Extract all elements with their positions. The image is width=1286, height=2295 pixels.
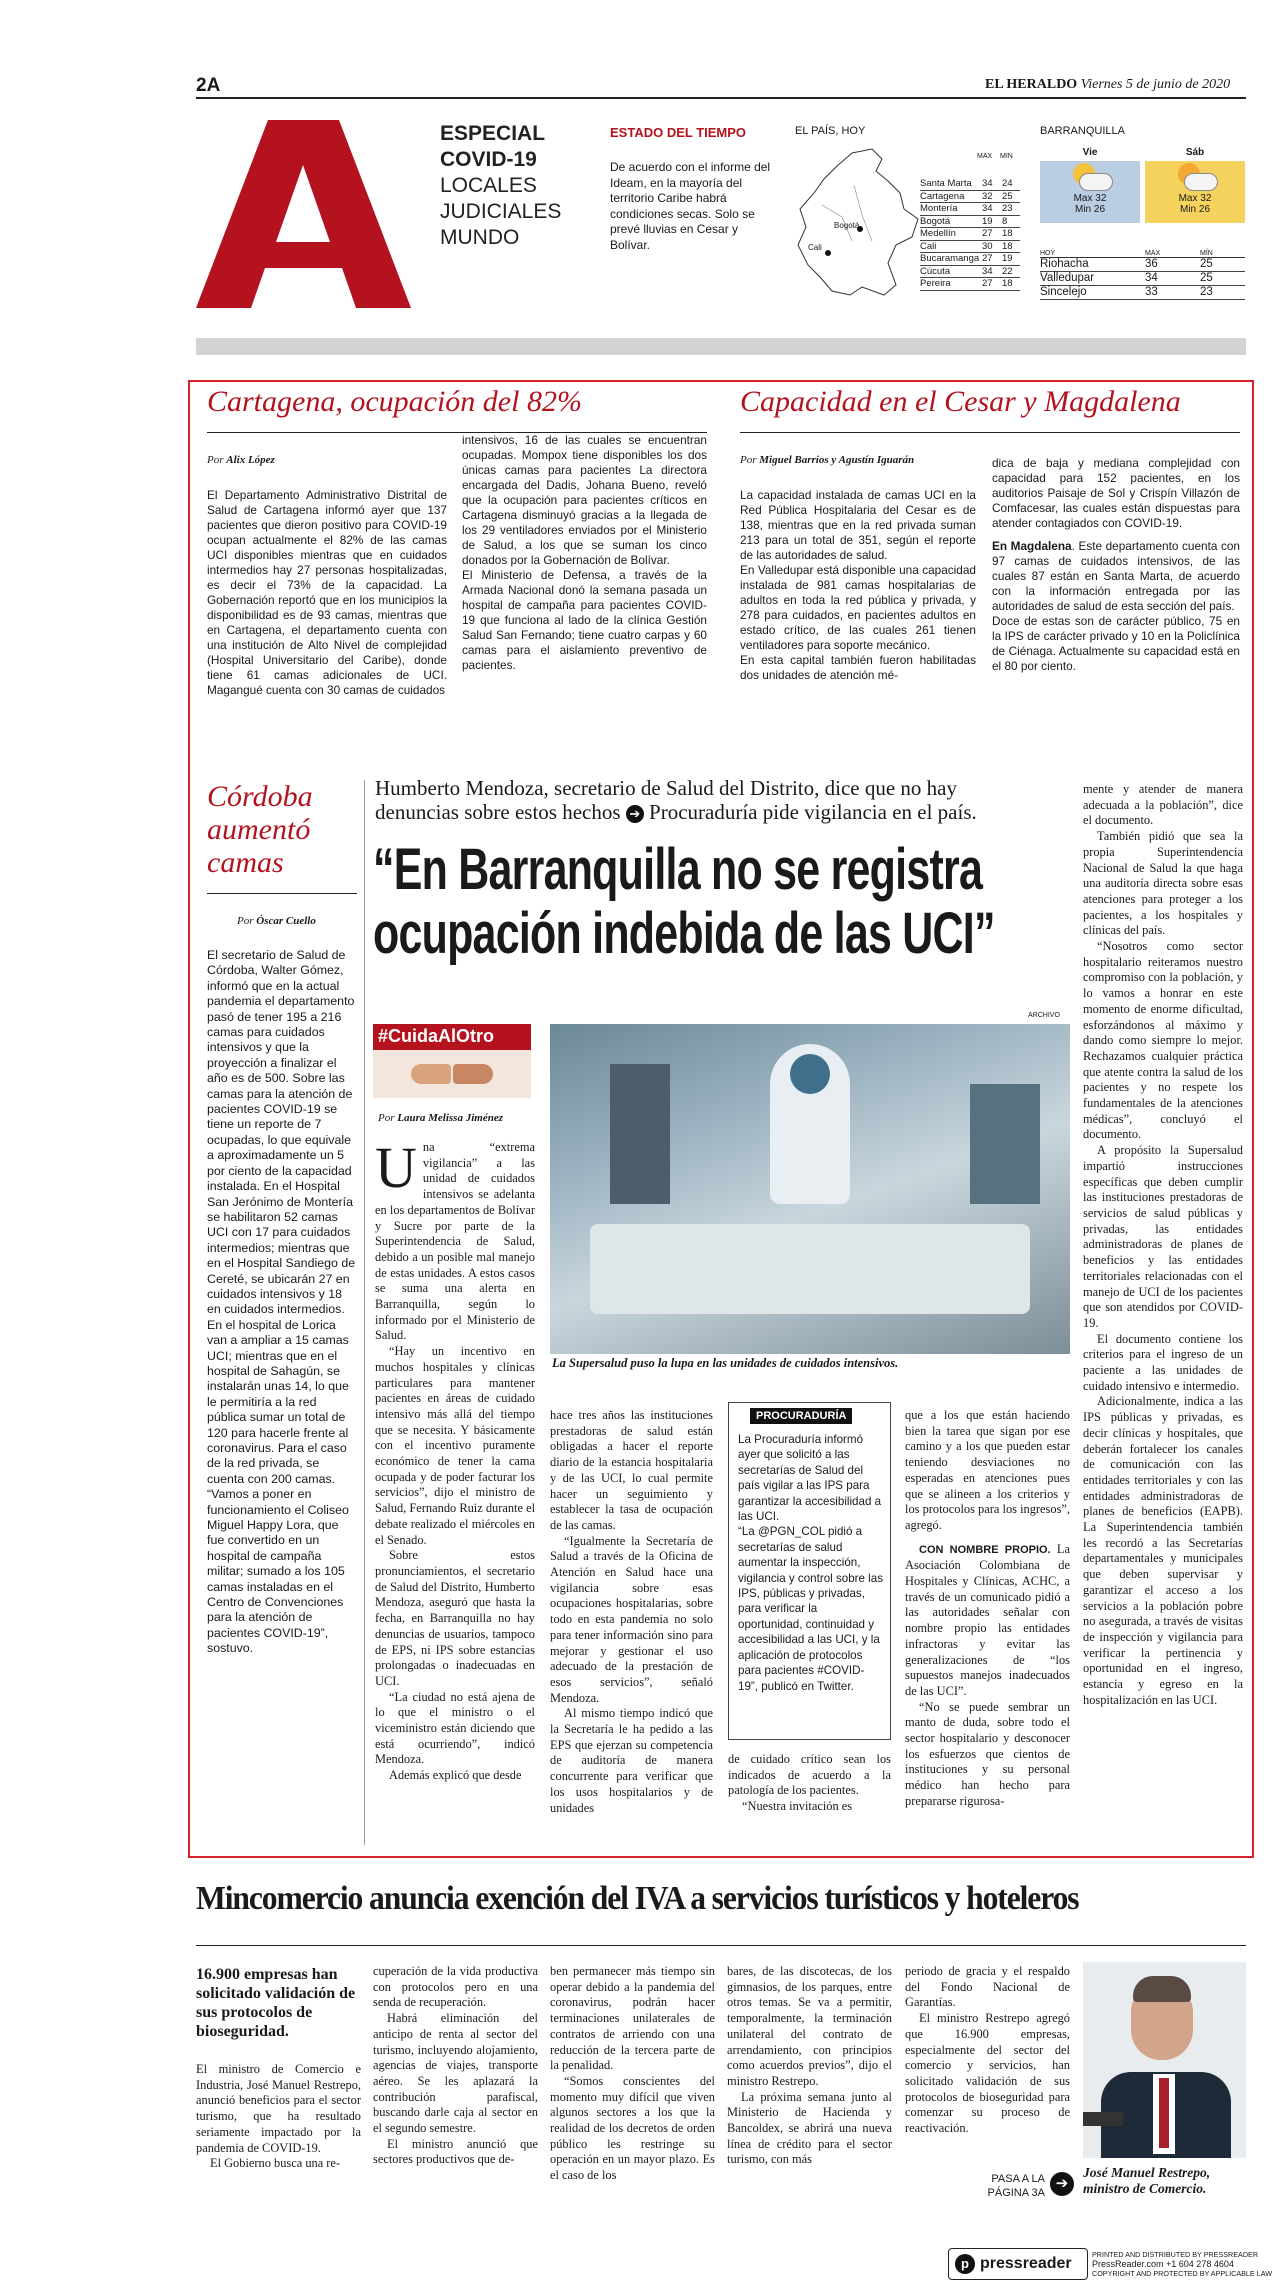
cordoba-para: “Vamos a poner en funcionamiento el Coliseo Miguel Happy Lora, que fue convertido en un hospital de campaña militar; sumado a los 105 camas instaladas en el Centro de Convenciones para la atención de pacientes COVID-19”, sostuvo. (207, 1487, 349, 1656)
main-para: hace tres años las instituciones prestadoras de salud están obligadas a hacer el reporte diario de la estancia hospitalaria y de las UCI, lo cual permite hacer un seguimiento y establecer la tasa de ocupación de las camas. (550, 1408, 713, 1532)
mincomercio-headline: Mincomercio anuncia exención del IVA a servicios turísticos y hoteleros (196, 1880, 1079, 1917)
cesar-para: Doce de estas son de carácter público, 75 en la IPS de carácter privado y 10 en la Policlínica de Ciénaga. Actualmente su capacidad está en el 80 por ciento. (992, 614, 1240, 673)
weather-city-min: 8 (1002, 215, 1008, 227)
map-label-cali: Cali (808, 243, 822, 252)
headline-line-2: ocupación indebida de las UCI” (373, 901, 995, 966)
byline-name: Miguel Barrios y Agustín Iguarán (759, 454, 915, 466)
local-hdr-hoy: HOY (1040, 250, 1056, 257)
jump-line-1: PASA A LA (991, 2173, 1045, 2185)
hashtag-banner (373, 1024, 531, 1098)
cartagena-para: intensivos, 16 de las cuales se encuentran ocupadas. Mompox tiene disponibles los dos únicas camas para pacientes La directora encargada del Dadis, Johana Bueno, reveló que la ocupación para pacientes críticos en Cartagena disminuyó gracias a la llegada de los 29 ventiladores enviados por el Ministerio de Salud, a los que se suman los cinco donados por la Gobernación de Bolívar. (462, 433, 707, 567)
weather-day-vie-label: Vie (1040, 147, 1140, 161)
local-hdr-max: MAX (1145, 250, 1161, 257)
main-para-lead (375, 1135, 535, 1344)
header-rule (196, 97, 1246, 99)
weather-city-max: 27 (982, 278, 993, 289)
main-para: na “extrema vigilancia” a las unidad de cuidados intensivos se adelanta en los departamentos de Bolívar y Sucre por parte de la Superintendencia de Salud, debido a un posible mal manejo de estas unidades. A estos casos se suma una alerta en Barranquilla, según lo informado por el Ministerio de Salud. (375, 1140, 535, 1343)
weather-day-sab (1145, 147, 1245, 223)
section-letter-logo (196, 120, 411, 308)
weather-city-row (920, 266, 1020, 279)
kicker-text: Procuraduría pide vigilancia en el país. (649, 800, 977, 824)
pressreader-credit (1092, 2250, 1272, 2279)
procuraduria-body (738, 1432, 883, 1694)
weather-city-row (920, 178, 1020, 191)
cartagena-title: Cartagena, ocupación del 82% (207, 385, 582, 418)
drop-cap: U (375, 1135, 417, 1200)
credit-line-3: COPYRIGHT AND PROTECTED BY APPLICABLE LAW (1092, 2269, 1273, 2278)
min-para: Habrá eliminación del anticipo de renta al sector del turismo, incluyendo alojamiento, agencias de viajes, transporte aéreo. Se les aplazará la contribución parafiscal, buscando darle caja al sector en el segundo semestre. (373, 2011, 538, 2136)
subhead-label: CON NOMBRE PROPIO. (919, 1543, 1051, 1556)
weather-city-name: Montería (920, 203, 958, 214)
weather-city-min: 22 (1002, 265, 1013, 277)
min-para: “Somos conscientes del momento muy difícil que viven algunos sectores a los que la realidad de los decretos de orden público les restringe su operación en un mayor plazo. Es el caso de los (550, 2073, 715, 2183)
main-para: La Asociación Colombiana de Hospitales y Clínicas, ACHC, a través de un comunicado pidió a las autoridades señalar con nombre propio las entidades infractoras y evitar las generalizaciones de “los supuestos manejos inadecuados de las UCI”. (905, 1541, 1070, 1698)
kicker-line-1: Humberto Mendoza, secretario de Salud del Distrito, dice que no hay (375, 776, 957, 800)
box-para: La Procuraduría informó ayer que solicitó a las secretarías de Salud del país vigilar a las IPS para garantizar la accesibilidad a las UCI. (738, 1433, 882, 1524)
min-para: El Gobierno busca una re- (210, 2156, 341, 2171)
min-para: bares, de las discotecas, de los gimnasios, de los parques, entre otros temas. Se va a permitir, temporalmente, la terminación unilateral del contrato de arrendamiento, con principios como acuerdos previos”, dijo el ministro Restrepo. (727, 1964, 892, 2088)
mincomercio-col-5 (905, 1964, 1070, 2137)
cartagena-para: El Departamento Administrativo Distrital de Salud de Cartagena informó ayer que 137 pacientes que dieron positivo para COVID-19 ocupan actualmente el 82% de las camas UCI disponibles mientras que en cuidados intermedios hay 27 personas hospitalizadas, es decir el 73% de la capacidad. La Gobernación reportó que en los municipios la disponibilidad es de 93 camas, mientras que en Cartagena, el departamento cuenta con una institución de Alto Nivel de complejidad (Hospital Universitario del Caribe), donde tiene 61 camas adicionales de UCI. Magangué cuenta con 30 camas de cuidados (207, 488, 447, 697)
header-masthead (985, 77, 1230, 93)
weather-col-min: MIN (1000, 153, 1013, 160)
weather-city-row (920, 278, 1020, 291)
header-date: Viernes 5 de junio de 2020 (1080, 77, 1231, 92)
local-city-max: 33 (1145, 286, 1158, 298)
section-item-judiciales[interactable]: JUDICIALES (440, 200, 562, 223)
cesar-para: En esta capital también fueron habilitadas dos unidades de atención mé- (740, 653, 976, 682)
section-item-especial[interactable]: ESPECIAL (440, 122, 546, 145)
mincomercio-lead: 16.900 empresas han solicitado validación de sus protocolos de bioseguridad. (196, 1966, 356, 2040)
weather-city-max: 32 (982, 190, 993, 202)
weather-day-sab-min: Min 26 (1179, 204, 1210, 215)
section-item-mundo[interactable]: MUNDO (440, 226, 520, 249)
weather-city-name: Santa Marta (920, 178, 972, 189)
partly-cloudy-icon (1170, 163, 1220, 193)
min-para: El ministro Restrepo agregó que 16.900 empresas, especialmente del sector del comercio y servicios, han solicitado validación de sus protocolos de bioseguridad para comenzar su proceso de reactivación. (905, 2011, 1070, 2136)
section-item-covid[interactable]: COVID-19 (440, 148, 537, 171)
cesar-para: En Valledupar está disponible una capacidad instalada de 981 camas hospitalarias de adultos en toda la red pública y privada, y 278 para cuidados, en pacientes adultos en estado crítico, de las cuales 261 tienen ventiladores para soporte mecánico. (740, 563, 976, 652)
main-para: Además explicó que desde (389, 1768, 522, 1783)
byline-por: Por (237, 915, 254, 927)
cesar-para: La capacidad instalada de camas UCI en la Red Pública Hospitalaria del Cesar es de 138, mientras que en la red privada suman 213 para un total de 351, según el reporte de las autoridades de salud. (740, 488, 976, 562)
weather-city-row (920, 191, 1020, 204)
weather-city-name: Bucaramanga (920, 253, 980, 264)
map-label: EL PAÍS, HOY (795, 125, 866, 137)
weather-day-vie-max: Max 32 (1073, 193, 1107, 204)
cesar-para: . Este departamento cuenta con 97 camas de cuidados intensivos, de las cuales 87 están en Santa Marta, de acuerdo con la información entregada por las autoridades de salud de esta sección del país. (992, 539, 1240, 613)
cesar-rule (740, 432, 1240, 433)
weather-city-min: 25 (1002, 190, 1013, 202)
local-weather-title: BARRANQUILLA (1040, 125, 1125, 137)
procuraduria-title: PROCURADURÍA (750, 1408, 852, 1424)
weather-city-max: 30 (982, 240, 993, 252)
main-col-3 (905, 1408, 1070, 1810)
cordoba-para: En el hospital de Lorica van a ampliar a 15 camas UCI; mientras que en el hospital de Sahagún, se instalarán unas 14, lo que le permitiría a la red pública sumar un total de 120 para hacerle frente al coronavirus. Para el caso de la red privada, se cuenta con 200 camas. (207, 1317, 349, 1486)
weather-city-row (920, 216, 1020, 229)
main-para: “La ciudad no está ajena de lo que el ministro o el viceministro están diciendo que está ocurriendo”, indicó Mendoza. (375, 1689, 535, 1767)
main-col-4 (1083, 782, 1243, 1708)
page-number: 2A (196, 75, 221, 96)
cartagena-byline (207, 454, 275, 466)
cordoba-byline (237, 915, 316, 927)
local-weather-table (1040, 250, 1245, 300)
main-para: “No se puede sembrar un manto de duda, sobre todo el sector hospitalario y desconocer los esfuerzos que cientos de instituciones y su personal médico han hecho para prepararse rigurosa- (905, 1699, 1070, 1808)
weather-city-max: 34 (982, 203, 993, 214)
header-gray-bar (196, 338, 1246, 355)
box-para: “La @PGN_COL pidió a secretarías de salud aumentar la inspección, vigilancia y control sobre las IPS, públicas y privadas, para verificar la oportunidad, continuidad y accesibilidad a las UCI, y la aplicación de protocolos para pacientes #COVID-19”, publicó en Twitter. (738, 1525, 883, 1693)
weather-city-name: Cartagena (920, 190, 965, 202)
byline-por: Por (740, 454, 757, 466)
weather-city-row (920, 253, 1020, 266)
weather-city-min: 19 (1002, 253, 1013, 264)
arrow-right-icon[interactable]: ➔ (1050, 2172, 1074, 2196)
cordoba-para: El secretario de Salud de Córdoba, Walter Gómez, informó que en la actual pandemia el departamento pasó de tener 195 a 216 camas para cuidados intensivos y que la proyección a finalizar el año es de 500. Sobre las camas para la atención de pacientes COVID-19 se tiene un reporte de 7 ocupadas, lo que equivale a aproximadamente un 5 por ciento de la capacidad instalada. En el Hospital San Jerónimo de Montería se habilitaron 52 camas UCI con 17 para cuidados intermedios; mientras que en el Hospital Sandiego de Cereté, se ubicarán 27 en cuidados intensivos y 18 en cuidados intermedios. (207, 948, 356, 1317)
main-col-1 (375, 1135, 536, 1784)
weather-day-vie-min: Min 26 (1074, 204, 1105, 215)
main-para: “Hay un incentivo en muchos hospitales y clínicas particulares para mantener pacientes en áreas de cuidado intensivo más allá del tiempo que se necesita. Y básicamente con el incentivo puramente económico de tener la cama ocupada y de poder facturar los servicios”, dijo el ministro de Salud, Fernando Ruiz durante el debate realizado el miércoles en el Senado. (375, 1344, 536, 1547)
byline-name: Óscar Cuello (256, 915, 316, 927)
icu-photo (550, 1024, 1070, 1354)
main-byline (378, 1112, 503, 1124)
kicker-text: denuncias sobre estos hechos (375, 800, 621, 824)
mincomercio-rule (196, 1945, 1246, 1946)
cesar-lead: En Magdalena (992, 539, 1072, 553)
column-divider (364, 780, 365, 1845)
main-para: “Nuestra invitación es (742, 1799, 853, 1814)
weather-col-max: MAX (977, 153, 993, 160)
weather-day-sab-max: Max 32 (1178, 193, 1212, 204)
weather-city-name: Medellín (920, 228, 956, 239)
local-city-min: 23 (1200, 286, 1213, 298)
main-para: Adicionalmente, indica a las IPS públicas y privadas, es decir clínicas y hospitales, que deberán fortalecer los canales de comunicación con las entidades territoriales y con las entidades administradoras de planes de beneficios (EAPB). La Superintendencia también les recordó a las Secretarías departamentales y municipales que deben supervisar y garantizar el acceso a los servicios a la población pobre no asegurada, a través de visitas de inspección y vigilancia para verificar la pertinencia y oportunidad en el ingreso, estancia y egreso en la hospitalización en las UCI. (1083, 1394, 1243, 1707)
mincomercio-col-1 (196, 2062, 361, 2172)
section-index (440, 121, 561, 251)
main-para: que a los que están haciendo bien la tarea que sigan por ese camino y a los que pueden estar teniendo desviaciones no esperadas en atenciones pues que se alineen a los criterios y los protocolos para los ingresos”, agregó. (905, 1408, 1070, 1532)
credit-line-2: PressReader.com +1 604 278 4604 (1092, 2258, 1234, 2269)
local-city-name: Sincelejo (1040, 286, 1087, 298)
continue-jump[interactable] (965, 2172, 1045, 2200)
weather-city-row (920, 203, 1020, 216)
cordoba-rule (207, 893, 357, 894)
min-para: El ministro anunció que sectores productivos que de- (373, 2136, 538, 2167)
weather-city-name: Cali (920, 240, 937, 252)
jump-line-2: PÁGINA 3A (987, 2187, 1045, 2199)
byline-por: Por (378, 1112, 395, 1124)
fist-bump-icon (373, 1050, 531, 1098)
byline-por: Por (207, 454, 224, 466)
cartagena-para: El Ministerio de Defensa, a través de la Armada Nacional donó la semana pasada un hospital de campaña para pacientes COVID-19 que funciona al lado de la clínica Gestión Salud San Fernando; tiene cuatro carpas y 60 camas para el aislamiento preventivo de pacientes. (462, 568, 707, 672)
weather-city-min: 18 (1002, 228, 1013, 239)
arrow-right-icon: ➔ (626, 805, 644, 823)
local-city-row (1040, 272, 1245, 286)
min-para: ben permanecer más tiempo sin operar debido a la pandemia del coronavirus, podrán hacer terminaciones unilaterales de contratos de arriendo con una reducción de la tercera parte de la penalidad. (550, 1964, 715, 2073)
main-para: de cuidado crítico sean los indicados de acuerdo a la patología de los pacientes. (728, 1752, 891, 1798)
weather-city-max: 34 (982, 265, 993, 277)
kicker-line-2 (375, 800, 1070, 824)
main-para: A propósito la Supersalud impartió instrucciones específicas que deben cumplir las instituciones prestadoras de servicios de salud públicas y privadas, las entidades administradoras de planes de beneficios y las entidades territoriales relacionadas con el manejo de UCI de los pacientes que son atendidos por COVID-19. (1083, 1143, 1243, 1330)
cesar-byline (740, 454, 914, 466)
mincomercio-col-3 (550, 1964, 715, 2184)
weather-day-vie (1040, 147, 1140, 223)
paper-name: EL HERALDO (985, 77, 1078, 92)
pressreader-logo[interactable] (948, 2248, 1088, 2280)
cesar-col-2 (992, 456, 1240, 674)
cartagena-col-1 (207, 488, 447, 698)
local-city-max: 36 (1145, 258, 1158, 270)
main-para: mente y atender de manera adecuada a la población”, dice el documento. (1083, 782, 1243, 828)
credit-line-1: PRINTED AND DISTRIBUTED BY PRESSREADER (1092, 2250, 1259, 2259)
weather-text: De acuerdo con el informe del Ideam, en la mayoría del territorio Caribe habrá condiciones secas. Solo se prevé lluvias en Cesar y Bolívar. (610, 160, 771, 252)
local-city-name: Riohacha (1040, 258, 1089, 270)
local-city-min: 25 (1200, 272, 1213, 284)
main-kicker (375, 776, 1070, 824)
weather-city-name: Bogotá (920, 215, 951, 227)
national-weather-table (920, 178, 1020, 291)
cartagena-col-2 (462, 433, 707, 673)
main-para: Al mismo tiempo indicó que la Secretaría le ha pedido a las EPS que ejerzan su competencia de auditoría de manera concurrente para verificar que los usos hospitalarios y de unidades (550, 1706, 713, 1815)
weather-city-row (920, 241, 1020, 254)
cesar-title: Capacidad en el Cesar y Magdalena (740, 385, 1181, 418)
main-para: Sobre estos pronunciamientos, el secretario de Salud del Distrito, Humberto Mendoza, aseguró que hasta la fecha, en Barranquilla no hay denuncias de usuarios, tampoco de EPS, ni IPS sobre estancias prolongadas o inadecuadas en UCI. (375, 1548, 535, 1688)
weather-city-min: 24 (1002, 178, 1013, 189)
local-city-row (1040, 258, 1245, 272)
main-col-2 (550, 1408, 713, 1816)
cordoba-title: Córdoba aumentó camas (207, 780, 313, 879)
byline-name: Alix López (226, 454, 275, 466)
weather-city-max: 19 (982, 215, 993, 227)
weather-city-row (920, 228, 1020, 241)
local-city-name: Valledupar (1040, 272, 1095, 284)
weather-city-max: 27 (982, 228, 993, 239)
weather-city-min: 18 (1002, 240, 1013, 252)
weather-city-name: Pereira (920, 278, 951, 289)
photo-credit: ARCHIVO (1028, 1012, 1060, 1019)
cordoba-body (207, 948, 357, 1657)
main-headline (373, 838, 1083, 966)
main-para: También pidió que sea la propia Superintendencia Nacional de Salud la que haga una auditoría directa sobre esas atenciones para proteger a los pacientes, a los hospitales y clínicas del país. (1083, 829, 1243, 938)
main-col-2-end (728, 1752, 891, 1815)
weather-city-max: 34 (982, 178, 993, 189)
weather-city-min: 23 (1002, 203, 1013, 214)
weather-city-min: 18 (1002, 278, 1013, 289)
min-para: periodo de gracia y el respaldo del Fondo Nacional de Garantías. (905, 1964, 1070, 2010)
weather-day-sab-label: Sáb (1145, 147, 1245, 161)
min-para: cuperación de la vida productiva con protocolos pero en una senda de recuperación. (373, 1964, 538, 2010)
mincomercio-col-2 (373, 1964, 538, 2168)
cesar-para: dica de baja y mediana complejidad con capacidad para 152 pacientes, en los auditorios Paisaje de Sol y Crispín Villazón de Comfacesar, las cuales están dispuestas para atender contagiados con COVID-19. (992, 456, 1240, 530)
local-city-max: 34 (1145, 272, 1158, 284)
main-para: El documento contiene los criterios para el ingreso de un paciente a las unidades de cuidado intensivo e intermedio. (1083, 1331, 1243, 1393)
mincomercio-col-4 (727, 1964, 892, 2168)
weather-city-max: 27 (982, 253, 993, 264)
pressreader-icon: p (955, 2254, 975, 2274)
hashtag-label: #CuidaAlOtro (373, 1024, 531, 1050)
minister-caption: José Manuel Restrepo, ministro de Comercio. (1083, 2165, 1211, 2196)
local-hdr-min: MÍN (1200, 250, 1213, 257)
colombia-map (792, 145, 932, 305)
local-city-min: 25 (1200, 258, 1213, 270)
map-label-bogota: Bogotá (834, 221, 860, 230)
min-para: La próxima semana junto al Ministerio de Hacienda y Bancoldex, se abrirá una nueva línea de crédito para el sector turismo, con más (727, 2089, 892, 2167)
local-city-row (1040, 286, 1245, 300)
min-para: El ministro de Comercio e Industria, José Manuel Restrepo, anunció beneficios para el sector turismo, que ha resultado seriamente impactado por la pandemia de COVID-19. (196, 2062, 361, 2155)
photo-caption: La Supersalud puso la lupa en las unidades de cuidados intensivos. (552, 1356, 899, 1370)
minister-photo (1083, 1962, 1246, 2158)
cesar-col-1 (740, 488, 976, 683)
weather-title: ESTADO DEL TIEMPO (610, 125, 747, 140)
main-para: “Igualmente la Secretaría de Salud a través de la Oficina de Atención en Salud hace una vigilancia sobre esas ocupaciones hospitalarias, sobre todo en esta pandemia no solo para tener información sino para mejorar y gestionar el uso adecuado de la prestación de esos servicios”, señaló Mendoza. (550, 1533, 713, 1705)
main-para: “Nosotros como sector hospitalario reiteramos nuestro compromiso con la población, y lo vamos a honrar en este momento de enorme dificultad, esforzándonos al máximo y dando como siempre lo mejor. Rechazamos cualquier práctica que atente contra la salud de los pacientes y no respete los fundamentales de la atenciones médicas”, concluyó el documento. (1083, 939, 1243, 1142)
partly-cloudy-icon (1065, 163, 1115, 193)
headline-line-1: “En Barranquilla no se registra (373, 837, 983, 902)
pressreader-brand: pressreader (980, 2255, 1072, 2272)
byline-name: Laura Melissa Jiménez (397, 1112, 503, 1124)
weather-city-name: Cúcuta (920, 265, 951, 277)
section-item-locales[interactable]: LOCALES (440, 174, 537, 197)
